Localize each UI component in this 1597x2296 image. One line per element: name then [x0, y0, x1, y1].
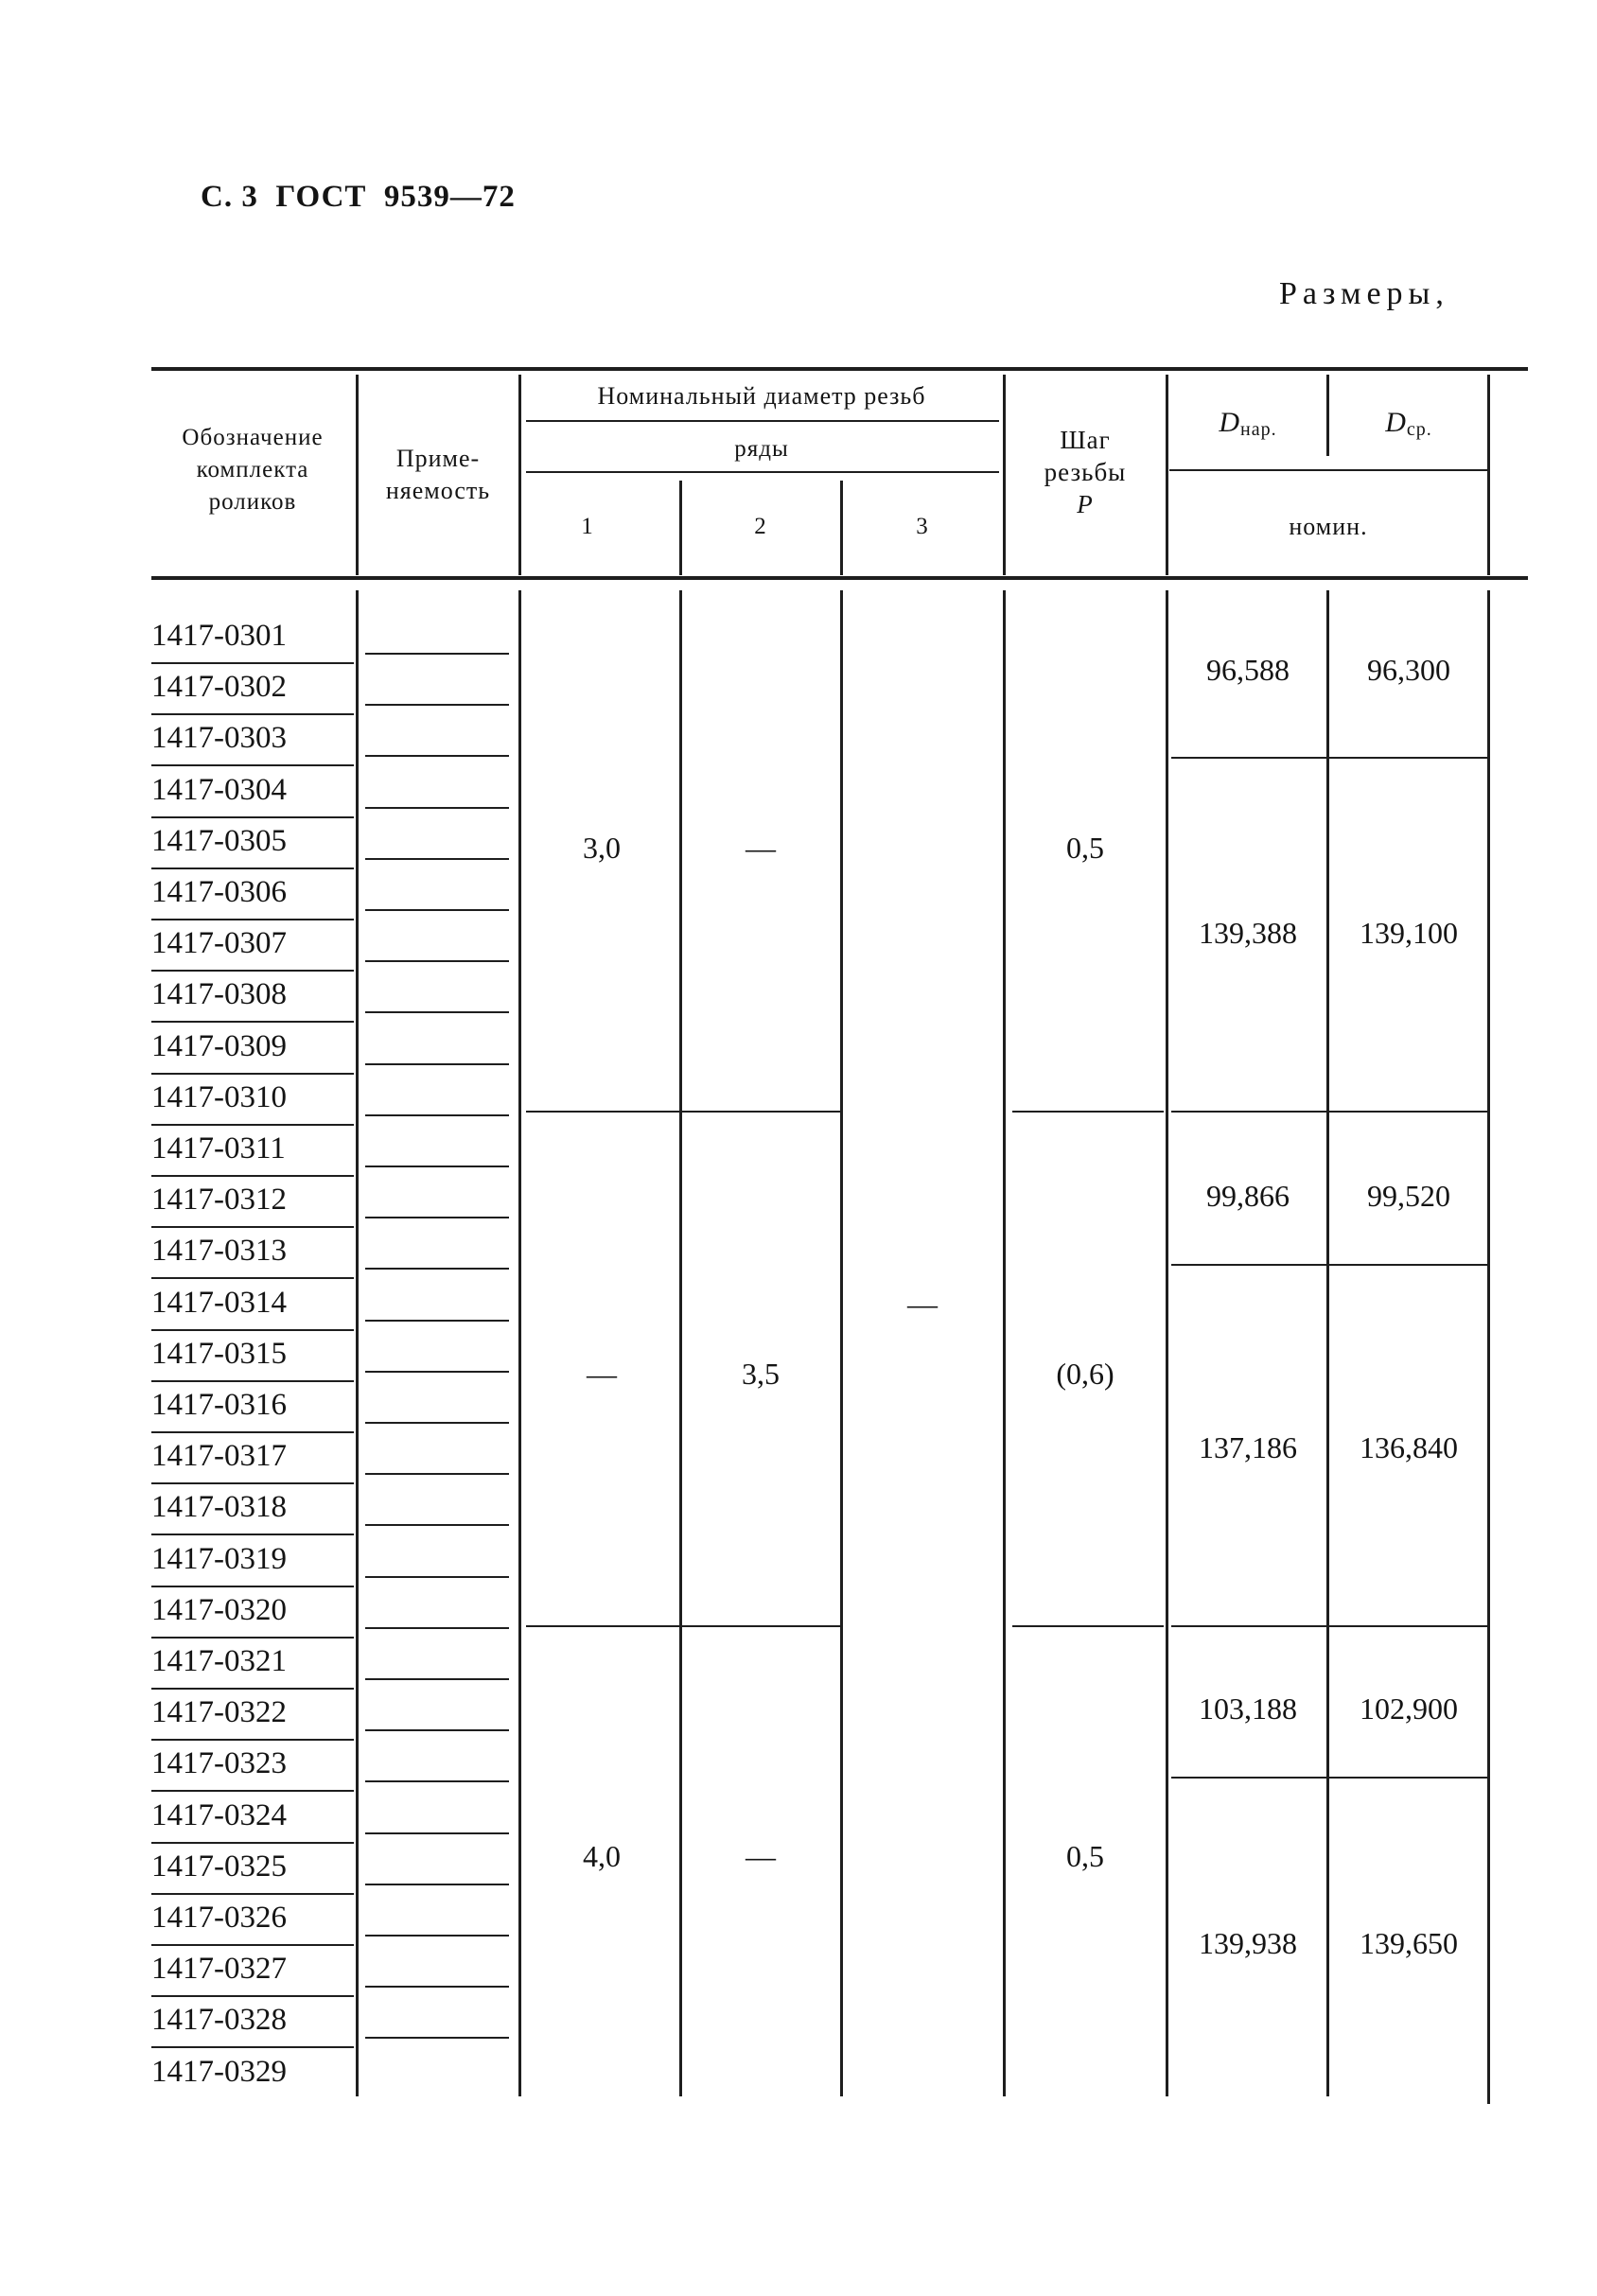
- group-1-d-mid-b: 139,100: [1360, 916, 1458, 950]
- code-cell: 1417-0307: [151, 926, 287, 961]
- code-underline: [151, 1893, 354, 1895]
- code-cell: 1417-0318: [151, 1490, 287, 1525]
- applicability-blank: [365, 1678, 509, 1680]
- code-underline: [151, 1226, 354, 1228]
- applicability-blank: [365, 1729, 509, 1731]
- code-underline: [151, 1944, 354, 1946]
- code-underline: [151, 1431, 354, 1433]
- table-top-rule: [151, 367, 1528, 371]
- code-cell: 1417-0315: [151, 1336, 287, 1371]
- code-underline: [151, 662, 354, 664]
- code-underline: [151, 1739, 354, 1741]
- applicability-blank: [365, 1935, 509, 1937]
- header-divider-1: [356, 375, 359, 575]
- body-divider-5: [1003, 590, 1006, 2096]
- applicability-blank: [365, 1011, 509, 1013]
- applicability-blank: [365, 1063, 509, 1065]
- code-cell: 1417-0327: [151, 1952, 287, 1987]
- code-cell: 1417-0303: [151, 721, 287, 756]
- applicability-blank: [365, 807, 509, 809]
- applicability-blank: [365, 1524, 509, 1526]
- code-underline: [151, 1586, 354, 1587]
- group-2-pitch: (0,6): [1056, 1357, 1114, 1391]
- applicability-blank: [365, 2037, 509, 2039]
- code-cell: 1417-0328: [151, 2003, 287, 2038]
- body-divider-8: [1487, 590, 1490, 2104]
- units-label: Размеры,: [1279, 276, 1449, 311]
- code-cell: 1417-0301: [151, 619, 287, 653]
- code-underline: [151, 970, 354, 972]
- code-cell: 1417-0321: [151, 1644, 287, 1678]
- code-cell: 1417-0319: [151, 1541, 287, 1576]
- header-rows-label: ряды: [734, 436, 789, 462]
- code-underline: [151, 1637, 354, 1639]
- applicability-blank: [365, 1371, 509, 1373]
- code-cell: 1417-0302: [151, 670, 287, 705]
- group-2-row2: 3,5: [742, 1357, 780, 1391]
- code-cell: 1417-0310: [151, 1079, 287, 1114]
- body-divider-6: [1166, 590, 1168, 2096]
- header-row-1: 1: [581, 514, 594, 539]
- code-underline: [151, 764, 354, 766]
- group-3-d-mid-a: 102,900: [1360, 1691, 1458, 1726]
- code-underline: [151, 1021, 354, 1023]
- group-3-d-outer-a: 103,188: [1199, 1691, 1297, 1726]
- header-designation: Обозначение комплекта роликов: [182, 425, 324, 515]
- code-cell: 1417-0308: [151, 977, 287, 1012]
- applicability-blank: [365, 1114, 509, 1116]
- code-underline: [151, 1790, 354, 1792]
- applicability-blank: [365, 1627, 509, 1629]
- code-underline: [151, 1688, 354, 1690]
- applicability-blank: [365, 653, 509, 655]
- header-divider-3: [679, 481, 682, 575]
- code-cell: 1417-0311: [151, 1131, 286, 1166]
- header-nominal: номин.: [1289, 513, 1368, 540]
- d-separator-a: [1171, 757, 1487, 759]
- applicability-blank: [365, 1832, 509, 1834]
- applicability-blank: [365, 960, 509, 962]
- applicability-blank: [365, 909, 509, 911]
- d-separator-e: [1171, 1777, 1487, 1779]
- group-1-row1: 3,0: [583, 831, 621, 865]
- header-divider-6: [1166, 375, 1168, 575]
- body-divider-3: [679, 590, 682, 2096]
- code-underline: [151, 1073, 354, 1075]
- body-divider-7: [1326, 590, 1329, 2096]
- header-divider-2: [518, 375, 521, 575]
- code-cell: 1417-0309: [151, 1028, 287, 1063]
- code-underline: [151, 1277, 354, 1279]
- applicability-blank: [365, 1166, 509, 1167]
- header-d-outer: Dнар.: [1219, 407, 1277, 440]
- group-separator-2: [526, 1625, 842, 1627]
- applicability-blank: [365, 1268, 509, 1270]
- row3-value: —: [907, 1287, 938, 1321]
- applicability-blank: [365, 1884, 509, 1885]
- group-separator-1: [526, 1111, 842, 1113]
- code-cell: 1417-0305: [151, 823, 287, 858]
- header-pitch: Шаг резьбы P: [1044, 426, 1127, 518]
- applicability-blank: [365, 1986, 509, 1988]
- group-1-d-outer-b: 139,388: [1199, 916, 1297, 950]
- code-cell: 1417-0313: [151, 1234, 287, 1269]
- code-cell: 1417-0316: [151, 1388, 287, 1422]
- code-underline: [151, 1124, 354, 1126]
- rule-above-nominal: [1169, 469, 1487, 471]
- rule-under-nominal-diameter: [526, 420, 999, 422]
- applicability-blank: [365, 1576, 509, 1578]
- group-separator-2-pitch: [1012, 1625, 1164, 1627]
- code-underline: [151, 868, 354, 869]
- applicability-blank: [365, 755, 509, 757]
- group-2-row1: —: [587, 1357, 617, 1391]
- code-cell: 1417-0317: [151, 1439, 287, 1474]
- group-3-d-outer-b: 139,938: [1199, 1926, 1297, 1960]
- body-divider-4: [840, 590, 843, 2096]
- group-2-d-mid-a: 99,520: [1367, 1179, 1450, 1213]
- rule-under-rows-label: [526, 471, 999, 473]
- code-cell: 1417-0304: [151, 772, 287, 807]
- code-cell: 1417-0322: [151, 1695, 287, 1730]
- body-divider-2: [518, 590, 521, 2096]
- applicability-blank: [365, 1217, 509, 1218]
- header-divider-4: [840, 481, 843, 575]
- header-bottom-rule: [151, 576, 1528, 580]
- code-cell: 1417-0324: [151, 1797, 287, 1832]
- applicability-blank: [365, 1780, 509, 1782]
- header-row-2: 2: [754, 514, 767, 539]
- code-underline: [151, 1842, 354, 1844]
- code-underline: [151, 1329, 354, 1331]
- group-1-row2: —: [746, 831, 776, 865]
- code-cell: 1417-0325: [151, 1849, 287, 1884]
- group-2-d-mid-b: 136,840: [1360, 1430, 1458, 1464]
- code-cell: 1417-0306: [151, 875, 287, 909]
- group-2-d-outer-b: 137,186: [1199, 1430, 1297, 1464]
- header-d-mid: Dср.: [1385, 407, 1432, 440]
- header-divider-7: [1326, 375, 1329, 456]
- header-nominal-diameter: Номинальный диаметр резьб: [597, 382, 926, 410]
- code-cell: 1417-0326: [151, 1901, 287, 1935]
- d-separator-d: [1171, 1625, 1487, 1627]
- group-3-row2: —: [746, 1839, 776, 1873]
- code-underline: [151, 713, 354, 715]
- applicability-blank: [365, 1473, 509, 1475]
- header-applicability: Приме- няемость: [385, 445, 491, 504]
- group-3-row1: 4,0: [583, 1839, 621, 1873]
- code-underline: [151, 1995, 354, 1997]
- code-cell: 1417-0329: [151, 2054, 287, 2089]
- header-row-3: 3: [916, 514, 929, 539]
- code-underline: [151, 816, 354, 818]
- applicability-blank: [365, 858, 509, 860]
- code-cell: 1417-0314: [151, 1285, 287, 1320]
- group-separator-1-pitch: [1012, 1111, 1164, 1113]
- code-cell: 1417-0323: [151, 1746, 287, 1781]
- code-underline: [151, 1175, 354, 1177]
- header-divider-8: [1487, 375, 1490, 575]
- header-divider-5: [1003, 375, 1006, 575]
- group-1-d-mid-a: 96,300: [1367, 653, 1450, 687]
- applicability-blank: [365, 1422, 509, 1424]
- group-1-pitch: 0,5: [1066, 831, 1104, 865]
- group-3-d-mid-b: 139,650: [1360, 1926, 1458, 1960]
- d-separator-b: [1171, 1111, 1487, 1113]
- page-header: С. 3 ГОСТ 9539—72: [201, 180, 516, 214]
- code-cell: 1417-0320: [151, 1592, 287, 1627]
- code-underline: [151, 2046, 354, 2048]
- code-underline: [151, 1482, 354, 1484]
- code-cell: 1417-0312: [151, 1183, 287, 1218]
- code-underline: [151, 1380, 354, 1382]
- applicability-blank: [365, 704, 509, 706]
- group-3-pitch: 0,5: [1066, 1839, 1104, 1873]
- group-2-d-outer-a: 99,866: [1206, 1179, 1290, 1213]
- d-separator-c: [1171, 1264, 1487, 1266]
- group-1-d-outer-a: 96,588: [1206, 653, 1290, 687]
- applicability-blank: [365, 1320, 509, 1322]
- code-underline: [151, 919, 354, 920]
- code-underline: [151, 1534, 354, 1535]
